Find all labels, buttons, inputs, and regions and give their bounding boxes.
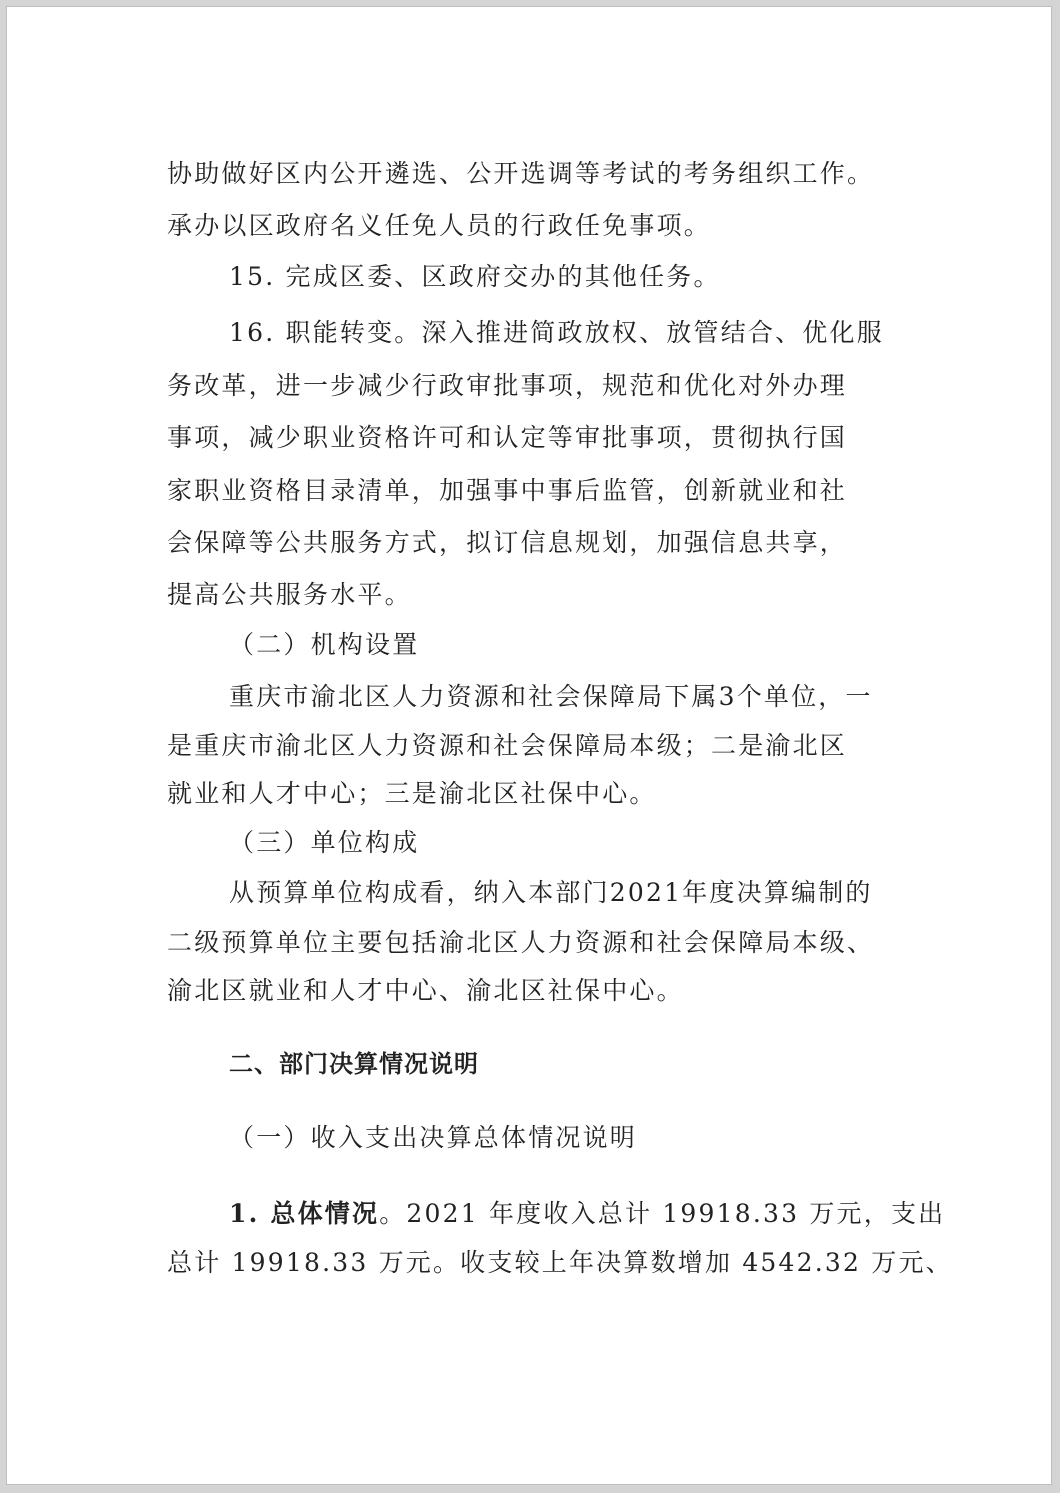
list-item-15: 15. 完成区委、区政府交办的其他任务。: [229, 262, 721, 291]
overall-paragraph: [229, 1197, 945, 1231]
section-heading-institutions: （二）机构设置: [229, 630, 420, 659]
body-line: 二级预算单位主要包括渝北区人力资源和社会保障局本级、: [167, 928, 875, 957]
section-heading-composition: （三）单位构成: [229, 828, 420, 857]
body-line: 从预算单位构成看，纳入本部门2021年度决算编制的: [229, 878, 873, 907]
body-line: 事项，减少职业资格许可和认定等审批事项，贯彻执行国: [167, 423, 848, 452]
section-heading-overview: （一）收入支出决算总体情况说明: [229, 1123, 638, 1152]
chapter-heading: 二、部门决算情况说明: [229, 1050, 479, 1078]
body-line: 承办以区政府名义任免人员的行政任免事项。: [167, 211, 712, 240]
body-line: 是重庆市渝北区人力资源和社会保障局本级；二是渝北区: [167, 731, 848, 760]
body-line: 就业和人才中心；三是渝北区社保中心。: [167, 779, 657, 808]
body-line: 渝北区就业和人才中心、渝北区社保中心。: [167, 976, 684, 1005]
overall-label: 1. 总体情况: [229, 1199, 380, 1228]
list-item-16: 16. 职能转变。深入推进简政放权、放管结合、优化服: [229, 318, 884, 347]
overall-text: 。2021 年度收入总计 19918.33 万元，支出: [379, 1199, 946, 1228]
document-page: [6, 6, 1052, 1485]
body-line: 总计 19918.33 万元。收支较上年决算数增加 4542.32 万元、: [167, 1248, 953, 1277]
body-line: 协助做好区内公开遴选、公开选调等考试的考务组织工作。: [167, 159, 875, 188]
body-line: 会保障等公共服务方式，拟订信息规划，加强信息共享，: [167, 528, 848, 557]
body-line: 提高公共服务水平。: [167, 580, 412, 609]
body-line: 重庆市渝北区人力资源和社会保障局下属3个单位，一: [229, 682, 873, 711]
body-line: 家职业资格目录清单，加强事中事后监管，创新就业和社: [167, 476, 848, 505]
body-line: 务改革，进一步减少行政审批事项，规范和优化对外办理: [167, 371, 848, 400]
